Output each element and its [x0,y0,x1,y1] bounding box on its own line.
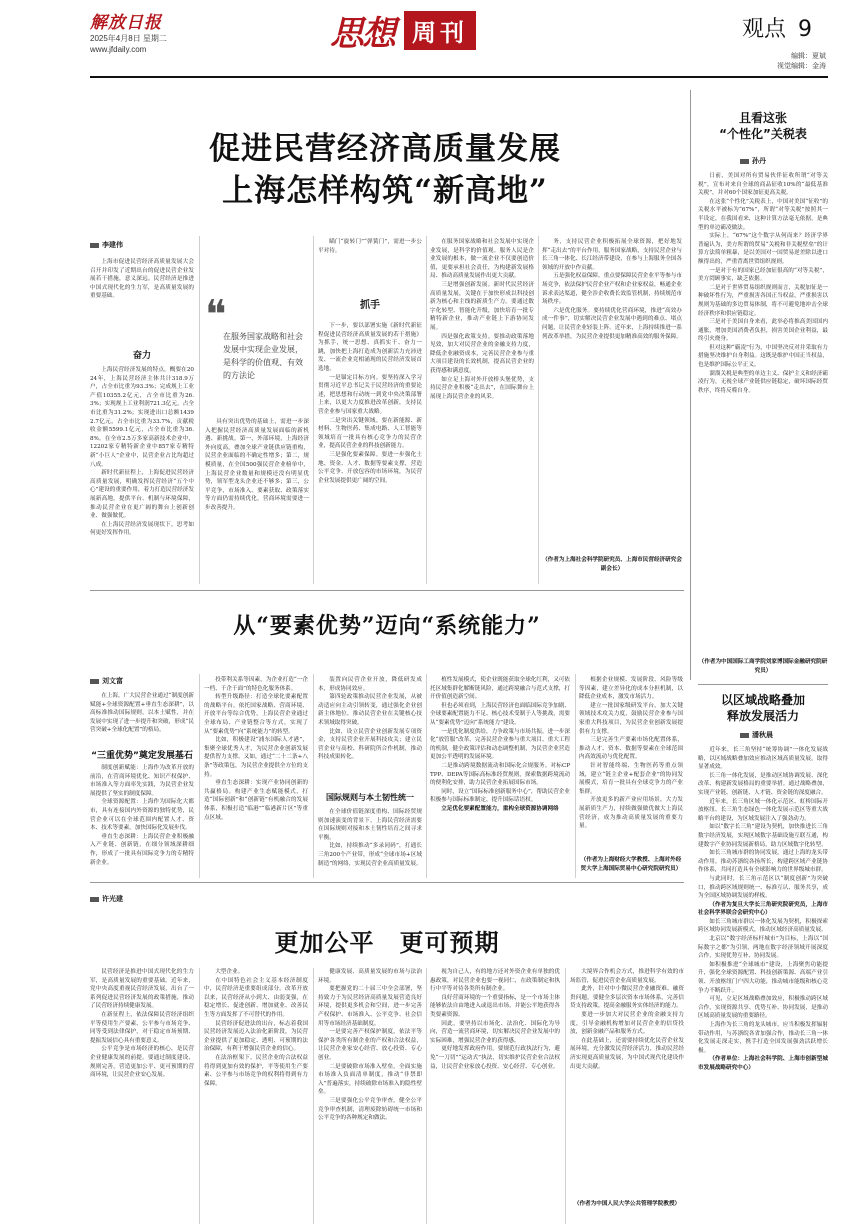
paragraph: 五是强化权益保障。重点要保障民营企业平等参与市场竞争，依法保护民营企业产权和企业家权益，畅通企业诉求表达渠道，健全涉企收费长效监管机制，持续规范市场秩序。 [542,273,682,306]
middle-col3 [318,676,422,784]
paragraph: 要进一步加大对民营企业的金融支持力度，引导金融机构增加对民营企业的信贷投放，创新金融产品和服务方式。 [570,1011,684,1036]
sidebar1-title-line1: 且看这张 [738,111,787,125]
paragraph: 具有突出优势的基础上，需进一步深入把握民营经济高质量发展面临的新机遇、新挑战。第一，外部环境，上海经济外向度高，叠加全球产业链供应链重构，民营企业面临的不确定性增多；第二，规模质量，在全国500强民营企业榜单中，上海民营企业数量和规模还没有明显优势，领军型龙头企业还不够多；第三，公平竞争，市场准入、要素获取、政策落实等方面仍需持续优化，营商环境需要进一步改善提升。 [205,419,309,511]
designer-credit: 视觉编辑：金涛 [777,63,826,70]
paragraph: 二是对于世界贸易组织规则而言，关税加征是一种破坏性行为，严重损害各国正当权益，严重损害以规则为基础的多边贸易体制，将不可避免地冲击全球经济秩序和供应链稳定。 [698,284,828,317]
lead-title-line2: 上海怎样构筑“新高地” [222,173,548,209]
paragraph: 装置向民营企业开放，降低研发成本，形成协同效应。 [318,677,422,692]
quote-mark-icon: ❝ [205,292,227,338]
paragraph: 下一步，要以部署实施《新时代新征程促进民营经济高质量发展的若干措施》为抓手，统一思想、真抓实干、奋力一跳，加快把上海打造成为创新活力充沛迸发、一流企业竞相涌现的民营经济发展首选地。 [318,323,422,372]
bottom-col5 [570,968,684,1194]
middle-title: 从“要素优势”迈向“系统能力” [233,613,541,639]
paragraph: 开放更多的新产业应用场景，大力发展新质生产力，持续做强做优做大上海民营经济，成为推动高质量发展的重要力量。 [579,797,683,830]
sidebar2-title [698,692,828,724]
paragraph: 一是锚定目标方向。要坚持深入学习贯彻习近平总书记关于民营经济的重要论述，把思想和行动统一到党中央决策部署上来，以更大力度推进改革创新，支持民营企业参与国家重大战略。 [318,374,422,415]
paragraph: 三是对于美国自身来看，此举必将推高美国国内通胀，增加美国消费者负担，损害美国企业利益，最终引火烧身。 [698,319,828,343]
sidebar2-signature: （作者为复旦大学长三角研究院研究员，上海市社会科学界联合会研究中心） [698,901,828,917]
paragraph: 根据企业规模、发展阶段、风险等级等因素，建立差异化的成本分担机制，以降低企业成本，激发市场活力。 [579,677,683,701]
paragraph: 长三角一体化发展，是推动区域协调发展、深化改革、构建新发展格局的重要举措。通过战略叠加，实现产业链、创新链、人才链、资金链的深度融合。 [698,772,828,796]
paragraph: 转型升级路径：打造全球化要素配置的战略平台。依托国家战略、营商环境、开放平台等综合优势，上海民营企业通过全球布局、产业链整合等方式，实现了从“要素优势”向“系统能力”的转型。 [204,694,308,735]
paragraph: 公平竞争是市场经济的核心，是民营企业健康发展的前提。要通过制度建设、规则完善，营造更加公平、更可预期的营商环境，让民营企业安心发展。 [90,1046,194,1079]
lead-subhead-1: 奋力 [132,351,151,361]
paragraph: 要把握党的二十届三中全会部署，坚持致力于为民营经济高质量发展营造良好环境，提供更多机会和空间，进一步完善产权保护、市场准入、公平竞争、社会信用等市场经济基础制度。 [318,986,422,1027]
paragraph: 更好地发挥政府作用，要规范行政执法行为，避免“一刀切”“运动式”执法，切实维护民营企业合法权益，让民营企业家放心投资、安心经营、专心创业。 [430,1046,560,1070]
paragraph: 因此，要坚持以市场化、法治化、国际化为导向，营造一流营商环境，切实解决民营企业发展中的实际困难，增强民营企业的获得感。 [430,1020,560,1044]
paragraph: 三是完善生产要素市场化配置体系，推动人才、资本、数据等要素在全球范围内高效流动与优化配置。 [579,737,683,761]
lead-col2 [205,418,309,582]
paragraph: 瞄门“旋转门”“弹簧门”，需进一步公平对待。 [318,239,422,254]
paragraph: 日前，美国对所有贸易伙伴征收所谓“对等关税”，宣布对来自全球的商品征收10%的“最低基准关税”，并对60个国家加征更高关税。 [698,173,828,197]
paragraph: 第四轮政策推动民营企业发展，从被动适应向主动引领转变，通过强化企业创新主体地位，推动民营企业在关键核心技术领域取得突破。 [318,694,422,726]
sidebar2-title-line1: 以区域战略叠加 [720,693,805,707]
paragraph: 民营经济促进法的出台，标志着我国民营经济发展迈入法治化新阶段，为民营企业提供了更加稳定、透明、可预期的法治保障，有利于增强民营企业的信心。 [204,1020,308,1053]
paragraph: 垂直生态深耕：实现产业协同创新的共赢格局。构建产业生态赋能模式，打造“国际创新”和“创新链”有机融合的发展体系，积极打造“临港”“临港新片区”等重点区域。 [204,780,308,821]
middle-col4 [430,676,570,876]
paragraph: 务，支持民营企业积极拓展全球资源，把好地发挥“走出去”的平台作用，服务国家战略，支持民营企业与长三角一体化、长江经济带建设，在参与上海服务全国各领域的开放中作贡献。 [542,239,682,271]
middle-col1 [90,692,194,742]
paragraph: 上海民营经济发展的特点，概要在2024年，上海民营经济主体共计318.9万户，占全市比重为93.3%；完成规上工业产值10355.2亿元，占全市比重为26.3%；实现规上工业利润721.3亿元，占全市比重为31.2%；实现进出口总额14392.7亿元，占全市比重为33.7%，贡献税收金额5599.1亿元，占全市比重为36.8%。在全市2.5万多家高新技术企业中，12202家专精特新企业中857家专精特新“小巨人”企业中，民营企业占比均超过八成。 [90,367,194,468]
sidebar2-title-line2: 释放发展活力 [726,709,799,723]
middle-col1b [90,764,194,876]
section-name: 思想 [330,13,394,54]
middle-subhead-1: “三重优势”奠定发展基石 [91,751,193,761]
bottom-author: 许光建 [90,894,123,904]
lead-title-line1: 促进民营经济高质量发展 [209,131,561,167]
paragraph: 良好营商环境的一个重要指标，是一个市场主体能够依法自由地进入或退出市场，并能公平地获得各类要素资源。 [430,994,560,1018]
sidebar2-author: 潘秋晨 [740,730,773,740]
middle-col2 [204,676,308,876]
middle-col3b [318,808,422,876]
paragraph: 大型企业。 [215,969,244,975]
paragraph: 但也必须看到，上海民营经济也面临国际竞争加剧、全球要素配置能力不足、核心技术受制于人等挑战，需要从“要素优势”迈向“系统能力”建设。 [430,702,570,726]
middle-subhead-3: 立足优化要素配置能力，重构全球资源协调网络 [441,805,559,812]
paragraph: 民营经济是推进中国式现代化的生力军，是高质量发展的重要基础。近年来，党中央高度重视民营经济发展，出台了一系列促进民营经济发展的政策措施，推动了民营经济持续健康发展。 [90,969,194,1010]
paragraph: 一是对于有的国家已经加征很高的“对等关税”，美方罔顾事实，缺乏依据。 [698,267,828,283]
sidebar1-title [698,110,828,142]
lead-col4 [430,238,534,582]
lead-col5 [542,238,682,552]
editor-credit: 编辑：夏斌 [791,53,826,60]
paragraph: 三是增强创新发展。新时代民营经济高质量发展，关键在于加快形成以科技创新为核心和主线的新质生产力。要通过数字化转型、智能化升级，加快培育一批专精特新企业，推动产业链上下游协同发展。 [430,281,534,331]
paragraph: 在法治框架下，民营企业的合法权益将得到更加有效的保护，平等使用生产要素、公平参与市场竞争的权利将得到有力保障。 [204,1054,308,1087]
issue-date: 2025年4月8日 星期二 [90,34,167,43]
paragraph: 比如，持续推动“多录同码”，打通长三角200个产业带，形成“全球市场+区域制造”的网络，实现民营企业高质量发展。 [318,843,422,867]
paragraph: 如积极推进“全球城市”建设，上海聚焦功能提升，强化全球资源配置、科技创新策源、高端产业引领、开放枢纽门户四大功能，推动城市能级和核心竞争力不断跃升。 [698,961,828,994]
bottom-col2 [204,968,308,1224]
paragraph: 上海市促进民营经济高质量发展大会召开并印发了近期出台的促进民营企业发展若干措施，意义深远。民营经济是推进中国式现代化的生力军，是高质量发展的重要基础。 [90,259,194,300]
paragraph: 在此基础上，还需要持续优化民营企业发展环境，充分激发民营经济活力，推动民营经济实现更高质量发展，为中国式现代化建设作出更大贡献。 [570,1037,684,1070]
paragraph: 如以“数字长三角”建设为契机，加快推进长三角数字经济发展，实现区域数字基础设施互联互通，构建数字产业协同发展新格局，助力区域数字化转型。 [698,824,828,848]
paragraph: 实际上，“67%”这个数字从何而来？经济学界普遍认为，美方所谓的贸易“关税和非关税壁垒”的计算方法简单粗暴，是以美国对一国贸易逆差除以进口额得出的，严重背离世贸组织规则。 [698,233,828,265]
paragraph: 与此同时，长三角示范区以“制度创新”为突破口，推动跨区域规则统一、标准互认、服务共享，成为全国区域协调发展的样板。 [698,875,828,900]
pull-quote [205,292,309,410]
paragraph: 可见，立足区域战略叠加效应，积极推动跨区域合作，实现资源共享、优势互补、协同发展，是推动区域高质量发展的重要路径。 [698,996,828,1020]
paragraph: 此外，针对中小微民营企业融资难、融资贵问题，要健全多层次资本市场体系，完善信贷支持政策，提高金融服务实体经济的能力。 [570,986,684,1010]
lead-author: 李建伟 [90,240,123,250]
bottom-col3 [318,968,422,1224]
paragraph: 在上海民营经济发展现状下，思考如何更好发挥作用。 [90,521,194,537]
lead-col3b [318,322,422,582]
lead-signature: （作者为上海社会科学院研究员、上海市民营经济研究会副会长） [542,557,682,572]
paragraph: 三是要强化公平竞争审查，健全公平竞争审查机制，清理废除妨碍统一市场和公平竞争的各种规定和做法。 [318,1097,422,1122]
middle-signature: （作者为上海财经大学教授、上海对外经贸大学上海国际贸易中心研究院研究员） [580,857,682,872]
paragraph: 大境界合作机会方式，推进科学有效的市场监管，促进民营企业高质量发展。 [570,969,684,984]
sidebar3-signature: （作者单位：上海社会科学院、上海市创新型城市发展战略研究中心） [698,1056,828,1071]
masthead-rule [90,76,828,78]
paragraph: 新时代新征程上，上海促进民营经济高质量发展，明确发挥民营经济“五个中心”建设的重要作用，着力打造民营经济发展新高地，提供平台、机制与环境保障，推动民营企业在更广阔的舞台上创新创业、做强做优。 [90,470,194,520]
sidebar1-signature: （作者为中国国际工商学院刘家博国际金融研究院研究员） [698,659,828,674]
lead-subhead-2: 抓手 [360,300,380,311]
paragraph: 比如，积极建设“浦东国际人才港”，集聚全球优秀人才，为民营企业创新发展提供智力支撑。又如，通过“二十二条+八条”等政策包，为民营企业提供全方位的支持。 [204,737,308,778]
weekly-badge: 周刊 [404,11,476,50]
paragraph: 在新征程上，依法保障民营经济组织平等使用生产要素、公平参与市场竞争、同等受到法律保护，对于稳定市场预期、提振发展信心具有重要意义。 [90,1011,194,1044]
paragraph: 植性发展模式，使企业既能获取全球化红利，又可依托区域集群化解断链风险，通过跨境融合与范式支撑，打开价值创造新空间。 [430,677,570,701]
bottom-col1 [90,968,194,1224]
paragraph: 针对智能终端、生物医药等重点领域，建立“链主企业+配套企业”的协同发展模式，培育一批具有全球竞争力的产业集群。 [579,762,683,795]
paper-url: www.jfdaily.com [90,45,147,54]
bottom-signature: （作者为中国人民大学公共管理学院教授） [573,1201,681,1207]
bottom-col4 [430,968,560,1224]
paragraph: 在服务国家战略和社会发展中实现企业发展，是科学的价值观。服务人民是企业发展的根本，做一流企业不仅要创造价值，更要承担社会责任，为构建新发展格局、推动高质量发展作出更大贡献。 [430,239,534,280]
sidebar1-author: 孙丹 [740,156,766,166]
paragraph: 但对这种“霸凌”行为，中国坚决反对并采取有力措施坚决维护自身利益。这既是维护中国正当权益，也是维护国际公平正义。 [698,344,828,369]
paragraph: 在上海，广大民营企业通过“制度创新赋能+全球资源配置+垂直生态深耕”，以高标准推动国际规则，以本土赋性，并在发展中实现了进一步提升和突破，形成“民营突破+全球化配置”的格局。 [90,693,194,734]
paragraph: 投带利关系等因素，为企业打造“一企一档、千企千面”的特色化服务体系。 [204,677,308,692]
paragraph: 同时，设立“国际标准创新服务中心”，帮助民营企业积极参与国际标准制定，提升国际话语权。 [430,788,570,804]
paper-name: 解放日报 [90,13,162,33]
sidebar1-body [698,172,828,654]
middle-col5 [579,676,683,852]
middle-author: 刘文富 [90,676,123,686]
paper-logo [90,8,180,33]
paragraph: 在这张“个性化”关税表上，中国对美国“征收”的关税水平被标为“67%”，所谓“对等关税”按照其一半设定，在我国看来，这种计算方法毫无依据，是典型的单边霸凌做法。 [698,198,828,231]
paragraph: 北京以“数字经济标杆城市”为目标，上海以“国际数字之都”为引领，两地在数字经济领域开展深度合作，实现优势互补、协同发展。 [698,936,828,960]
paragraph: 垂直生态深耕：上海民营企业积极融入产业链、创新链，在细分领域深耕细作，形成了一批具有国际竞争力的专精特新企业。 [90,833,194,866]
paragraph: 近年来，长三角区域一体化示范区、虹桥国际开放枢纽、长三角生态绿色一体化发展示范区等重大战略平台的建设，为区域发展注入了强劲动力。 [698,798,828,822]
bottom-title: 更加公平 更可预期 [274,928,500,957]
middle-subhead-2: 国际规则与本土韧性统一 [326,793,414,802]
paragraph: 视为自己人，有的地方还对外资企业有单独的优惠政策，对民营企业也要一视同仁，在政策制定和执行中平等对待各类所有制企业。 [430,969,560,993]
paragraph: 在全球价值链深度重构、国际经贸规则加速演变的背景下，上海民营经济需要在国际规则对接和本土韧性培育之间寻求平衡。 [318,809,422,841]
paragraph: 如立足上海对外开放桥头堡优势，支持民营企业积极“走出去”，在国际舞台上展现上海民营企业的风采。 [430,376,534,400]
pull-quote-text: 在服务国家战略和社会发展中实现企业发展，是科学的价值观、有效的方法论 [223,332,303,380]
paragraph: 健康发展、高质量发展的市场与法治环境。 [318,969,422,984]
paragraph: 制度创新赋能：上海作为改革开放的前沿，在营商环境优化、知识产权保护、市场准入等方面率先实践，为民营企业发展提供了坚实的制度保障。 [90,765,194,797]
paragraph: 二是突出关键领域。要在新能源、新材料、生物医药、集成电路、人工智能等领域培育一批具有核心竞争力的民营企业，提高民营企业的科技创新能力。 [318,417,422,450]
paragraph: 上海作为长三角的龙头城市，应当积极发挥辐射带动作用，与苏浙皖各省加强合作，推动长三角一体化发展走深走实，携手打造全国发展强劲活跃增长极。 [698,1022,828,1054]
lead-col1 [90,258,194,340]
page-label: 观点 [742,17,787,42]
paragraph: 四是强化政策支持。要推动政策落地见效，加大对民营企业的金融支持力度，降低企业融资成本，完善民营企业参与重大项目建设的长效机制，提高民营企业的获得感和满意度。 [430,333,534,374]
page-number: 9 [798,17,813,42]
paragraph: 如长三角城市群以一体化发展为契机，积极探索跨区域协同发展新模式，推动区域经济高质量发展。 [698,918,828,934]
paragraph: 一是要完善产权保护制度，依法平等保护各类所有制企业的产权和合法权益，让民营企业家安心经营、放心投资、专心创业。 [318,1029,422,1061]
lead-col3 [318,238,422,258]
paragraph: 溜溜关税是典型的单边主义、保护主义和经济霸凌行为，无视全球产业链供应链稳定，破坏国际经贸秩序，终将反噬自身。 [698,370,828,394]
paragraph: 如长三角城市群的协同发展，通过上海的龙头带动作用，推动苏浙皖各扬所长，构建跨区域产业链协作体系，共同打造具有全球影响力的世界级城市群。 [698,850,828,874]
paragraph: 全球资源配置：上海作为国际化大都市，具有连接国内外资源的独特优势，民营企业可以在全球范围内配置人才、资本、技术等要素，加快国际化发展步伐。 [90,799,194,832]
paragraph: 三是强化要素保障。要进一步强化土地、资金、人才、数据等要素支撑，营造公平竞争、开放包容的市场环境，为民营企业发展提供更广阔的空间。 [318,451,422,484]
paragraph: 二是推动跨境数据流动和国际化合规服务。对标CPTPP、DEPA等国际高标准经贸规则，探索数据跨境流动的便利化安排，助力民营企业拓展国际市场。 [430,762,570,787]
section-masthead [330,5,476,55]
sidebar1-title-line2: “个性化”关税表 [719,127,807,141]
paragraph: 比如，设立民营企业创新发展专项资金，支持民营企业开展科技攻关；建立民营企业与高校、科研院所合作机制，推动科技成果转化。 [318,728,422,761]
paragraph: 建立一批国家级研发平台，加大关键领域技术攻关力度，鼓励民营企业参与国家重大科技项目，为民营企业创新发展提供有力支撑。 [579,702,683,735]
sidebar2-body [698,746,828,1224]
paragraph: 近年来，长三角坚持“统筹协调”一体化发展战略，以区域战略叠加效应推动区域高质量发展，取得显著成效。 [698,747,828,771]
paragraph: 一是优化制度供给，力争政策与市场共振。进一步深化“放管服”改革，完善民营企业参与重大项目、重大工程的机制，健全政策评估和动态调整机制，为民营企业营造更加公平透明的发展环境。 [430,728,570,761]
paragraph: 在中国特色社会主义基本经济制度中，民营经济是重要组成部分。改革开放以来，民营经济从小到大、由弱变强，在稳定增长、促进创新、增加就业、改善民生等方面发挥了不可替代的作用。 [204,977,308,1018]
lead-col1b [90,366,194,582]
paragraph: 二是要破除市场准入壁垒，全面实施市场准入负面清单制度，推动“非禁即入”普遍落实，持续破除市场准入的隐性壁垒。 [318,1063,422,1096]
paragraph: 六是优化服务。要持续优化营商环境，推进“高效办成一件事”，切实解决民营企业发展中遇到的难点、堵点问题，让民营企业轻装上阵。近年来，上海持续推进一系列改革举措，为民营企业提供更加精准高效的服务保障。 [542,307,682,340]
